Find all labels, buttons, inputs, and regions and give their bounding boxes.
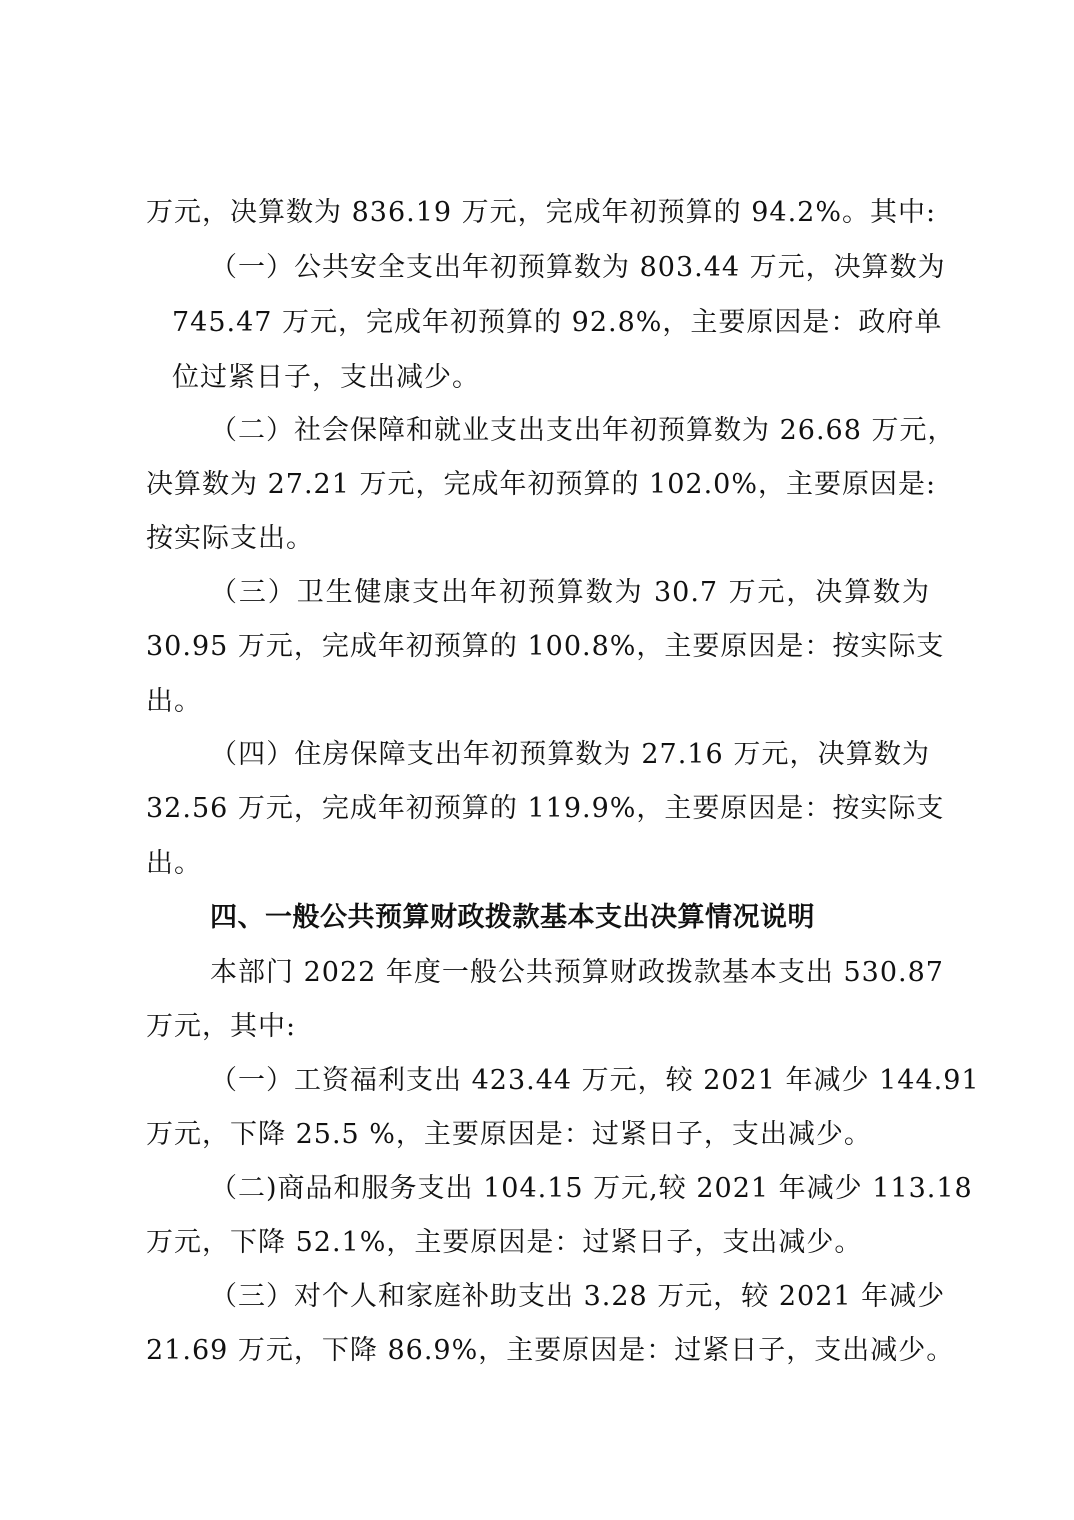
text-line: 按实际支出。 — [146, 523, 314, 554]
text-line: （四）住房保障支出年初预算数为 27.16 万元，决算数为 — [210, 739, 930, 770]
text-line: 万元，其中: — [146, 1011, 297, 1042]
text-line: 745.47 万元，完成年初预算的 92.8%，主要原因是：政府单 — [172, 307, 943, 338]
text-line: 万元，下降 52.1%，主要原因是：过紧日子，支出减少。 — [146, 1227, 863, 1258]
text-line: 21.69 万元，下降 86.9%，主要原因是：过紧日子，支出减少。 — [146, 1335, 955, 1366]
section-heading: 四、一般公共预算财政拨款基本支出决算情况说明 — [210, 902, 815, 933]
text-line: 位过紧日子，支出减少。 — [172, 362, 480, 393]
text-line: 万元，下降 25.5 %，主要原因是：过紧日子，支出减少。 — [146, 1119, 872, 1150]
text-line: （二)商品和服务支出 104.15 万元,较 2021 年减少 113.18 — [210, 1173, 973, 1204]
text-line: （一）公共安全支出年初预算数为 803.44 万元，决算数为 — [210, 252, 946, 283]
text-line: 32.56 万元，完成年初预算的 119.9%，主要原因是：按实际支 — [146, 793, 945, 824]
text-line: 万元，决算数为 836.19 万元，完成年初预算的 94.2%。其中: — [146, 197, 937, 228]
text-line: 决算数为 27.21 万元，完成年初预算的 102.0%，主要原因是: — [146, 469, 937, 500]
text-line: （二）社会保障和就业支出支出年初预算数为 26.68 万元， — [210, 415, 956, 446]
text-line: （三）卫生健康支出年初预算数为 30.7 万元，决算数为 — [210, 577, 930, 608]
text-line: 本部门 2022 年度一般公共预算财政拨款基本支出 530.87 — [210, 957, 944, 988]
text-line: （三）对个人和家庭补助支出 3.28 万元，较 2021 年减少 — [210, 1281, 946, 1312]
text-line: 出。 — [146, 686, 202, 717]
text-line: 出。 — [146, 848, 202, 879]
text-line: 30.95 万元，完成年初预算的 100.8%，主要原因是：按实际支 — [146, 631, 945, 662]
text-line: （一）工资福利支出 423.44 万元，较 2021 年减少 144.91 — [210, 1065, 980, 1096]
